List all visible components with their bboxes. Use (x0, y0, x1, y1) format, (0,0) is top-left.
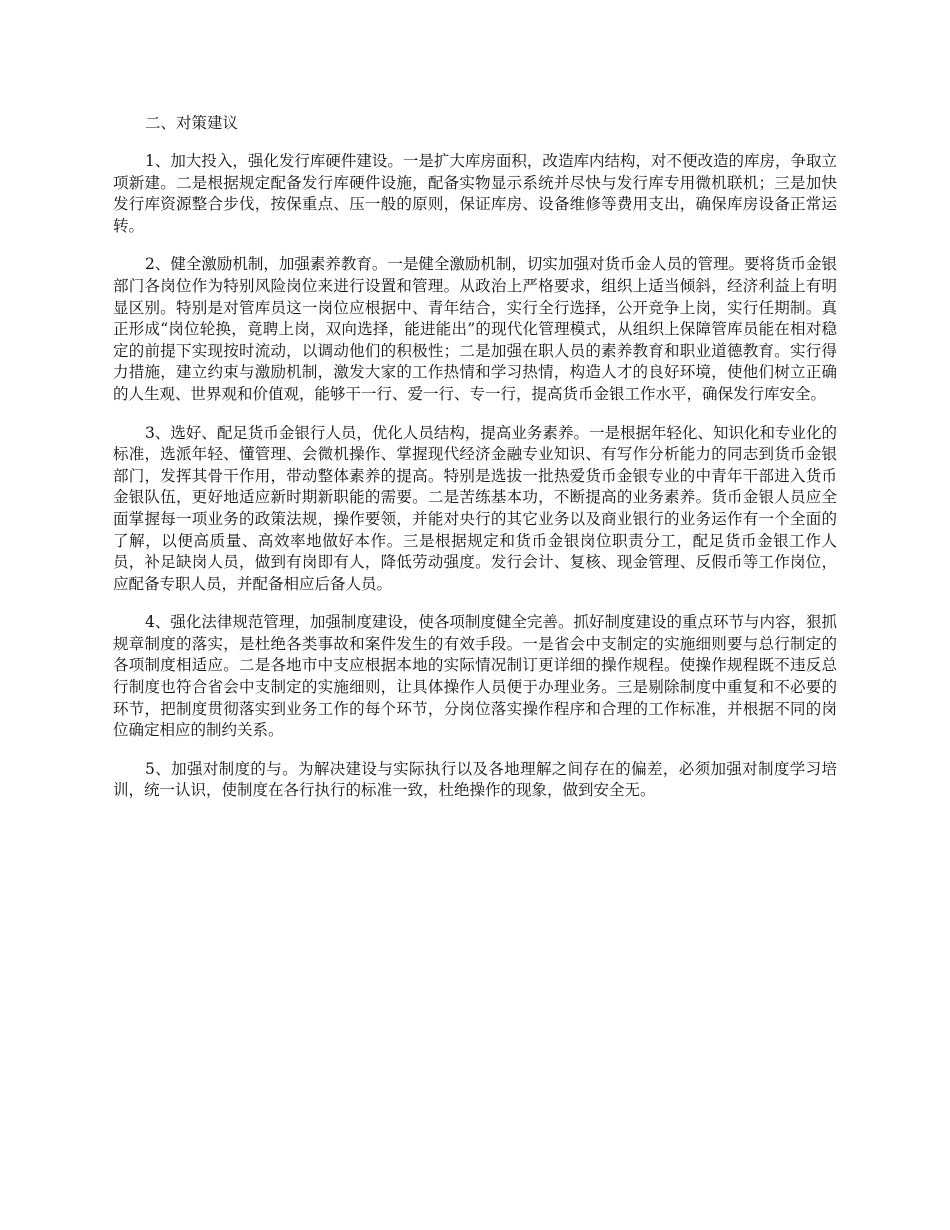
paragraph-4: 4、强化法律规范管理，加强制度建设，使各项制度健全完善。抓好制度建设的重点环节与内容，狠抓规章制度的落实，是杜绝各类事故和案件发生的有效手段。一是省会中支制定的实施细则要与总行制定的各项制度相适应。二是各地市中支应根据本地的实际情况制订更详细的操作规程。使操作规程既不违反总行制度也符合省会中支制定的实施细则，让具体操作人员便于办理业务。三是剔除制度中重复和不必要的环节，把制度贯彻落实到业务工作的每个环节，分岗位落实操作程序和合理的工作标准，并根据不同的岗位确定相应的制约关系。 (113, 613, 837, 740)
document-page (113, 112, 837, 819)
paragraph-3: 3、选好、配足货币金银行人员，优化人员结构，提高业务素养。一是根据年轻化、知识化和专业化的标准，选派年轻、懂管理、会微机操作、掌握现代经济金融专业知识、有写作分析能力的同志到货币金银部门，发挥其骨干作用，带动整体素养的提高。特别是选拔一批热爱货币金银专业的中青年干部进入货币金银队伍，更好地适应新时期新职能的需要。二是苦练基本功，不断提高的业务素养。货币金银人员应全面掌握每一项业务的政策法规，操作要领，并能对央行的其它业务以及商业银行的业务运作有一个全面的了解，以便高质量、高效率地做好本作。三是根据规定和货币金银岗位职责分工，配足货币金银工作人员，补足缺岗人员，做到有岗即有人，降低劳动强度。发行会计、复核、现金管理、反假币等工作岗位，应配备专职人员，并配备相应后备人员。 (113, 423, 837, 593)
section-heading: 二、对策建议 (145, 114, 239, 132)
paragraph-1: 1、加大投入，强化发行库硬件建设。一是扩大库房面积，改造库内结构，对不便改造的库房，争取立项新建。二是根据规定配备发行库硬件设施，配备实物显示系统并尽快与发行库专用微机联机；三是加快发行库资源整合步伐，按保重点、压一般的原则，保证库房、设备维修等费用支出，确保库房设备正常运转。 (113, 152, 837, 235)
paragraph-5: 5、加强对制度的与。为解决建设与实际执行以及各地理解之间存在的偏差，必须加强对制度学习培训，统一认识，使制度在各行执行的标准一致，杜绝操作的现象，做到安全无。 (113, 759, 837, 800)
paragraph-2: 2、健全激励机制，加强素养教育。一是健全激励机制，切实加强对货币金人员的管理。要将货币金银部门各岗位作为特别风险岗位来进行设置和管理。从政治上严格要求，组织上适当倾斜，经济利益上有明显区别。特别是对管库员这一岗位应根据中、青年结合，实行全行选择，公开竞争上岗，实行任期制。真正形成“岗位轮换，竟聘上岗，双向选择，能进能出”的现代化管理模式，从组织上保障管库员能在相对稳定的前提下实现按时流动，以调动他们的积极性；二是加强在职人员的素养教育和职业道德教育。实行得力措施，建立约束与激励机制，激发大家的工作热情和学习热情，构造人才的良好环境，使他们树立正确的人生观、世界观和价值观，能够干一行、爱一行、专一行，提高货币金银工作水平，确保发行库安全。 (113, 255, 837, 403)
